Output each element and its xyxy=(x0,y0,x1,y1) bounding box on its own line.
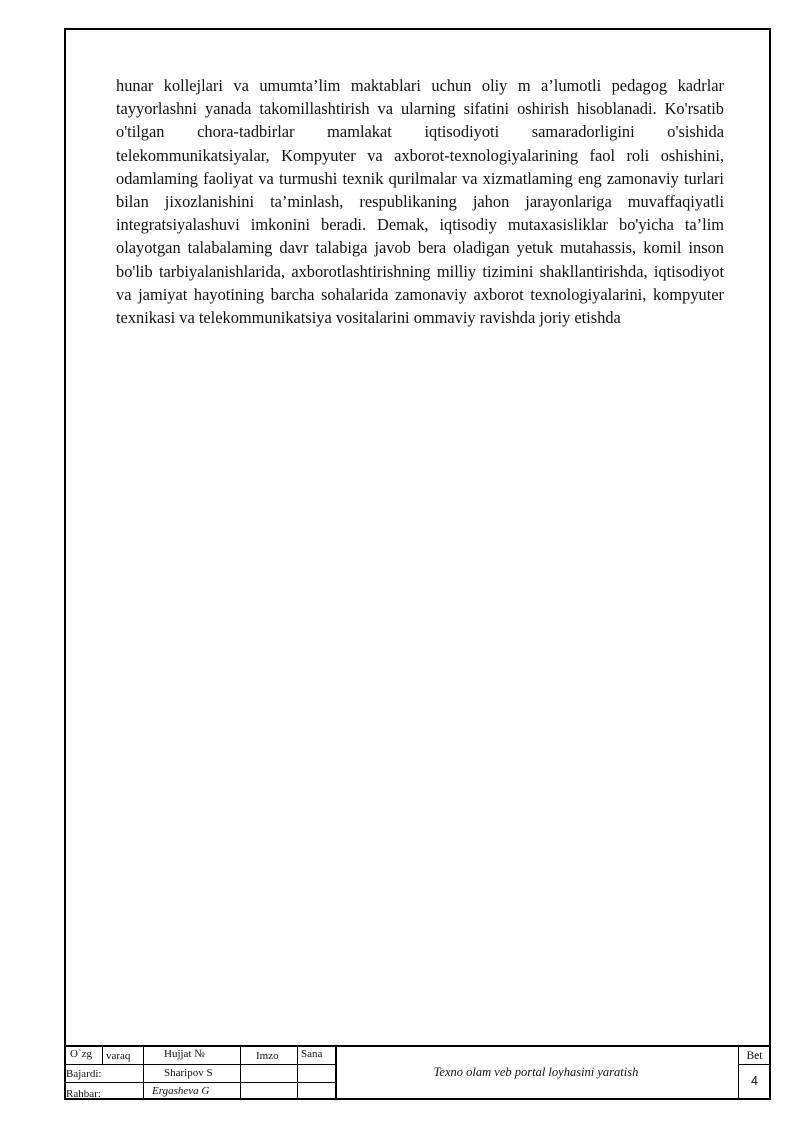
header-sheet: varaq xyxy=(106,1050,131,1062)
performer-label: Bajardi: xyxy=(66,1068,102,1080)
header-date: Sana xyxy=(301,1048,323,1060)
sheet-number: 4 xyxy=(751,1074,758,1088)
stamp-col-line-4 xyxy=(297,1045,298,1100)
sheet-label: Bet xyxy=(746,1050,763,1062)
header-signature: Imzo xyxy=(256,1050,279,1062)
stamp-row-line-2 xyxy=(64,1082,336,1083)
stamp-col-line-2 xyxy=(143,1045,144,1100)
stamp-col-line-1 xyxy=(102,1045,103,1064)
body-paragraph: hunar kollejlari va umumta’lim maktablari uchun oliy m a’lumotli pedagog kadrlar tayyorlashni yanada takomillashtirish va ularning sifatini oshirish hisoblanadi. Ko'rsatib o'tilgan chora-tadbirlar mamlakat iqtisodiyoti samaradorligini o'sishida telekommunikatsiyalar, Kompyuter va axborot-texnologiyalarining faol roli oshishini, odamlaming faoliyat va turmushi texnik qurilmalar va xizmatlaming eng zamonaviy turlari bilan jixozlanishini ta’minlash, respublikaning jahon jarayonlariga muvaffaqiyatli integratsiyalashuvi imkonini beradi. Demak, iqtisodiy mutaxasisliklar bo'yicha ta’lim olayotgan talabalaming davr talabiga javob bera oladigan yetuk mutahassis, komil inson bo'lib tarbiyalanishlarida, axborotlashtirishning milliy tizimini shakllantirishda, iqtisodiyot va jamiyat hayotining barcha sohalarida zamonaviy axborot texnologiyalarini, kompyuter texnikasi va telekommunikatsiya vositalarini ommaviy ravishda joriy etishda xyxy=(116,76,724,328)
supervisor-name: Ergasheva G xyxy=(152,1085,210,1097)
header-doc-no: Hujjat № xyxy=(164,1048,205,1060)
title-block xyxy=(64,1045,771,1100)
stamp-sheet-line xyxy=(738,1064,771,1065)
header-change: O`zg xyxy=(70,1048,92,1060)
document-title: Texno olam veb portal loyhasini yaratish xyxy=(433,1065,639,1079)
supervisor-label: Rahbar: xyxy=(66,1088,101,1100)
stamp-col-line-3 xyxy=(240,1045,241,1100)
stamp-row-line-1 xyxy=(64,1064,336,1065)
performer-name: Sharipov S xyxy=(164,1067,213,1079)
